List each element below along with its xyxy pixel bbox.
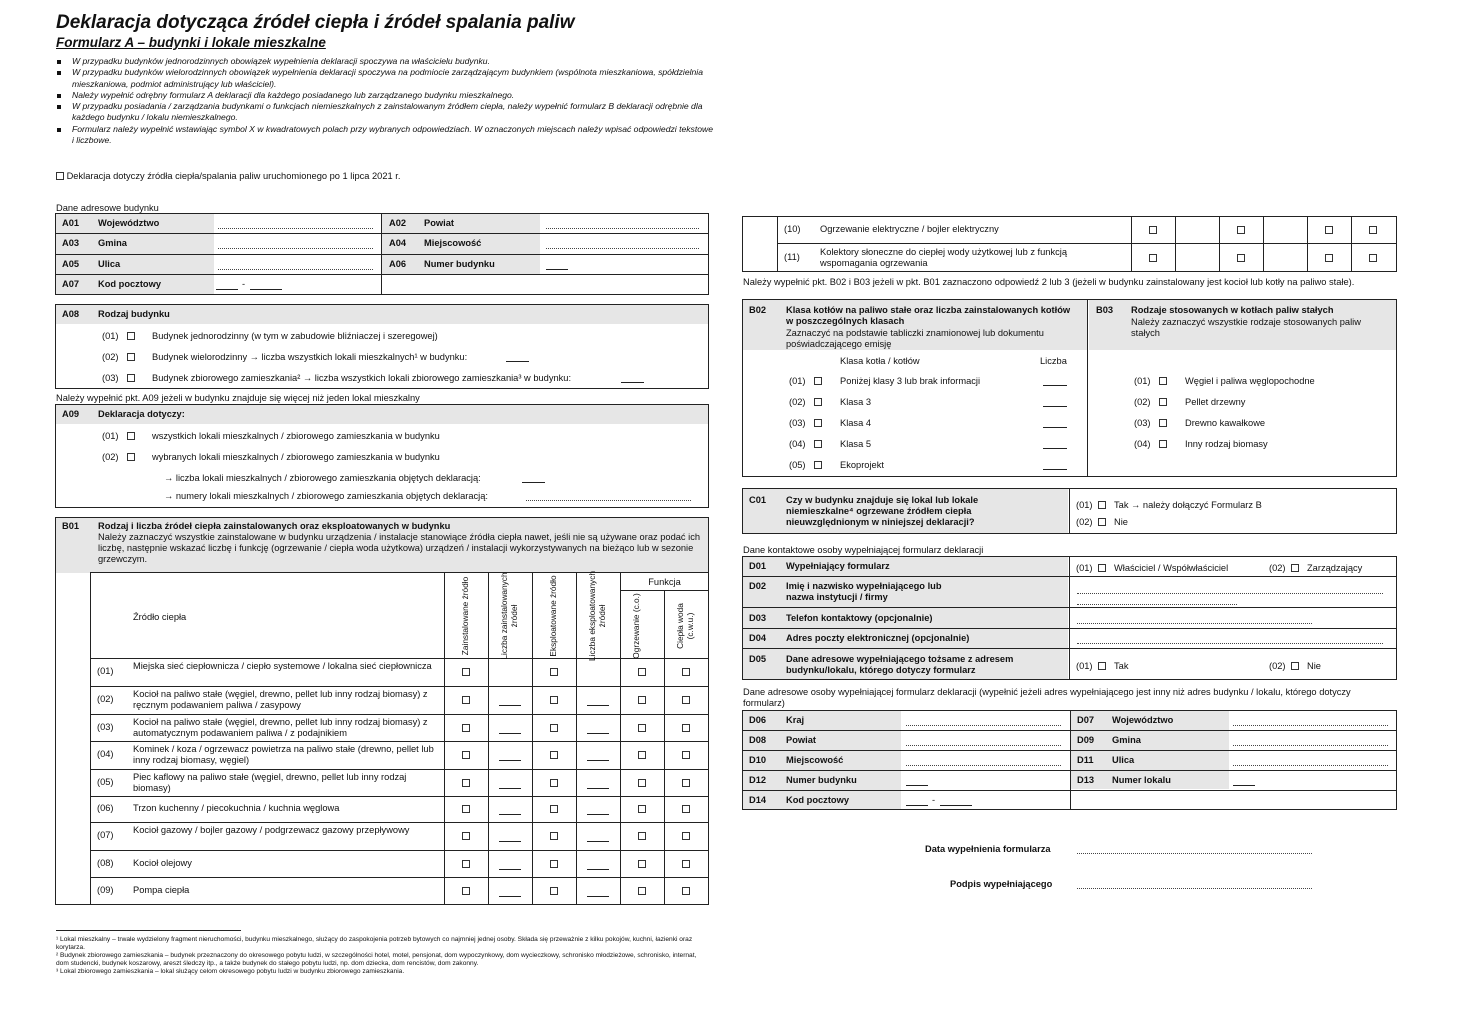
b01-row-checkbox[interactable] [638,860,646,868]
b01-col-operated: Eksploatowane źródło [548,575,558,657]
b01-label: Rodzaj i liczba źródeł ciepła zainstalowanych oraz eksploatowanych w budynku [98,521,451,531]
a02-label: Powiat [424,218,454,228]
b01-col-source: Źródło ciepła [133,612,187,622]
d07-code: D07 [1077,715,1095,725]
d12-label: Numer budynku [786,775,857,785]
b01-row-num: (09) [97,885,114,895]
d09-label: Gmina [1112,735,1141,745]
a05-input[interactable] [218,269,373,270]
c01-label: Czy w budynku znajduje się lokal lub lokale niemieszkalne⁴ ogrzewane źródłem ciepła nieuwzględnionym w niniejszej deklaracji? [786,495,979,527]
d05-yes-checkbox[interactable] [1098,662,1106,670]
d10-code: D10 [749,755,767,765]
b01-row-divider [90,796,709,797]
b01-row-count-input[interactable] [587,896,609,897]
b02-option-count-input[interactable] [1043,469,1067,470]
signature-input[interactable] [1077,888,1312,889]
instruction-item: Należy wypełnić odrębny formularz A deklaracji dla każdego posiadanego lub zarządzanego budynku mieszkalnego. [56,90,716,101]
b02-col-class: Klasa kotła / kotłów [840,356,920,366]
d01-opt2-label: Zarządzający [1307,563,1363,573]
a09-label: Deklaracja dotyczy: [98,409,185,419]
b01-row-checkbox[interactable] [462,832,470,840]
b02-option-checkbox[interactable] [814,461,822,469]
a09-code: A09 [62,409,80,419]
b01-row-checkbox[interactable] [550,832,558,840]
b01-row-source: Kocioł gazowy / bojler gazowy / podgrzewacz gazowy przepływowy [133,825,410,835]
a06-code: A06 [389,259,407,269]
d11-label: Ulica [1112,755,1135,765]
b01-row-count-input[interactable] [587,814,609,815]
d02-label: Imię i nazwisko wypełniającego lub nazwa instytucji / firmy [786,581,942,602]
b01-row-checkbox[interactable] [638,832,646,840]
a04-code: A04 [389,238,407,248]
a03-code: A03 [62,238,80,248]
b02-option-num: (05) [789,460,806,470]
a09-note: Należy wypełnić pkt. A09 jeżeli w budynku znajduje się więcej niż jeden lokal mieszkalny [56,393,420,403]
b01-row-source: Pompa ciepła [133,885,190,895]
a09-opt1-checkbox[interactable] [127,432,135,440]
c01-opt2-num: (02) [1076,517,1093,527]
d01-manager-checkbox[interactable] [1291,564,1299,572]
b03-option-checkbox[interactable] [1159,440,1167,448]
date-input[interactable] [1077,853,1312,854]
d04-label: Adres poczty elektronicznej (opcjonalnie) [786,633,970,643]
b01-row-count-input[interactable] [499,705,521,706]
b01-row-checkbox[interactable] [1237,254,1245,262]
b01-row-count-input[interactable] [587,705,609,706]
instruction-item: W przypadku budynków jednorodzinnych obowiązek wypełnienia deklaracji spoczywa na właścicielu budynku. [56,56,716,67]
b02-option-checkbox[interactable] [814,419,822,427]
d13-code: D13 [1077,775,1095,785]
b01-row-num: (01) [97,666,114,676]
a01-input[interactable] [218,228,373,229]
b01-row-divider [90,686,709,687]
b03-option-checkbox[interactable] [1159,377,1167,385]
b02-label: Klasa kotłów na paliwo stałe oraz liczba zainstalowanych kotłów w poszczególnych klasach [786,305,1071,326]
a02-input[interactable] [546,228,699,229]
a09-opt2-label: wybranych lokali mieszkalnych / zbiorowego zamieszkania w budynku [152,452,440,462]
b02-option-checkbox[interactable] [814,440,822,448]
d06-input[interactable] [906,725,1061,726]
b01-row-count-input[interactable] [499,896,521,897]
d01-opt1-num: (01) [1076,563,1093,573]
b01-row-divider [90,741,709,742]
b02-option-num: (04) [789,439,806,449]
page-subtitle: Formularz A – budynki i lokale mieszkalne [56,35,326,50]
d2-caption: Dane adresowe osoby wypełniającej formularz deklaracji (wypełnić jeżeli adres wypełniającego jest inny niż adres budynku / lokalu, którego dotyczy formularz) [743,687,1351,708]
a08-opt3-checkbox[interactable] [127,374,135,382]
b01-row-checkbox[interactable] [462,805,470,813]
b01-col-installed: Zainstalowane źródło [460,576,470,656]
b03-option-num: (01) [1134,376,1151,386]
b01-row-checkbox[interactable] [550,860,558,868]
a08-opt1-checkbox[interactable] [127,332,135,340]
b01-row-checkbox[interactable] [638,696,646,704]
d03-code: D03 [749,613,767,623]
d02-code: D02 [749,581,767,591]
a06-input[interactable] [546,269,568,270]
b01-row-checkbox[interactable] [638,779,646,787]
b01-row-divider [90,850,709,851]
b02-option-num: (03) [789,418,806,428]
a09-opt1-num: (01) [102,431,119,441]
d12-code: D12 [749,775,767,785]
a09-numbers-input[interactable] [526,500,691,501]
b01-row-count-input[interactable] [499,788,521,789]
b01-row-source: Kocioł na paliwo stałe (węgiel, drewno, pellet lub inny rodzaj biomasy) z automatycznym podawaniem paliwa / z podajnikiem [133,716,428,738]
b02-option-label: Klasa 5 [840,439,872,449]
b01-row-num: (05) [97,776,114,787]
d13-input[interactable] [1233,785,1255,786]
a08-opt3-num: (03) [102,373,119,383]
d01-code: D01 [749,561,767,571]
b01-row-num: (03) [97,721,114,732]
b01-code: B01 [62,521,80,531]
d05-code: D05 [749,654,767,664]
b02-option-label: Klasa 3 [840,397,872,407]
b01-row-source: Kocioł olejowy [133,857,192,868]
b01-row-num: (07) [97,830,114,840]
b01-row-checkbox[interactable] [462,779,470,787]
b01-row-checkbox[interactable] [550,724,558,732]
b02-option-checkbox[interactable] [814,377,822,385]
a07-label: Kod pocztowy [98,279,162,289]
footnotes [56,936,706,976]
c01-opt1-num: (01) [1076,500,1093,510]
footnote-3: ³ Lokal zbiorowego zamieszkania – lokal służący celom okresowego pobytu ludzi w budynku zbiorowego zamieszkania. [56,967,405,975]
b02-option-num: (01) [789,376,806,386]
b01-row-checkbox[interactable] [682,696,690,704]
d01-owner-checkbox[interactable] [1098,564,1106,572]
b02-option-count-input[interactable] [1043,427,1067,428]
b01-row-count-input[interactable] [499,733,521,734]
b01-row-checkbox[interactable] [462,668,470,676]
b02-option-label: Poniżej klasy 3 lub brak informacji [840,376,981,386]
b01-row-checkbox[interactable] [1325,254,1333,262]
a05-label: Ulica [98,259,121,269]
a03-input[interactable] [218,248,373,249]
a05-code: A05 [62,259,80,269]
b03-option-checkbox[interactable] [1159,398,1167,406]
b01-row-count-input[interactable] [499,814,521,815]
b02-option-count-input[interactable] [1043,385,1067,386]
b03-option-label: Pellet drzewny [1185,397,1246,407]
a04-label: Miejscowość [424,238,482,248]
b01-row-checkbox[interactable] [682,805,690,813]
d01-opt2-num: (02) [1269,563,1286,573]
b01-description: Należy zaznaczyć wszystkie zainstalowane w budynku urządzenia / instalacje stanowiące źródła ciepła nawet, jeśli nie są używane oraz podać ich liczbę, następnie wskazać liczbę i funkcję (ogrzewanie / ciepła woda użytkowa) urządzeń / instalacji wykorzystywanych na bieżąco lub w sezonie grzewczym. [98,532,701,564]
b01-row-checkbox[interactable] [462,724,470,732]
postal-dash: - [242,279,246,289]
b01-row-num: (02) [97,694,114,704]
b01-col-count-installed: Liczba zainstalowanych źródeł [499,572,519,660]
b01-row-divider [90,877,709,878]
b01-row-checkbox[interactable] [638,724,646,732]
b01-row-checkbox[interactable] [550,668,558,676]
d05-opt2-label: Nie [1307,661,1321,671]
signature-label: Podpis wypełniającego [950,879,1053,889]
a08-opt1-num: (01) [102,331,119,341]
d11-code: D11 [1077,755,1094,765]
date-label: Data wypełnienia formularza [925,844,1051,854]
d06-code: D06 [749,715,767,725]
d14-input-suffix[interactable] [940,805,972,806]
d-caption: Dane kontaktowe osoby wypełniającej formularz deklaracji [743,545,984,555]
b01-row-checkbox[interactable] [550,805,558,813]
b01-row-checkbox[interactable] [682,751,690,759]
a06-label: Numer budynku [424,259,495,269]
d08-label: Powiat [786,735,816,745]
b01-row-source: Trzon kuchenny / piecokuchnia / kuchnia węglowa [133,803,340,813]
b02-description: Zaznaczyć na podstawie tabliczki znamionowej lub dokumentu poświadczającego emisję [786,328,1044,349]
a08-opt2-num: (02) [102,352,119,362]
d05-opt1-label: Tak [1114,661,1129,671]
a08-opt3-label: Budynek zbiorowego zamieszkania² → liczba wszystkich lokali zbiorowego zamieszkania³ w budynku: [152,373,572,383]
d10-input[interactable] [906,765,1061,766]
after-july-option [56,171,400,181]
b01-col-heating: Ogrzewanie (c.o.) [631,593,641,659]
b03-option-num: (04) [1134,439,1151,449]
a09-count-input[interactable] [522,482,545,483]
b01-row-count-input[interactable] [499,760,521,761]
b01-row-checkbox[interactable] [682,887,690,895]
b01-row-checkbox[interactable] [462,887,470,895]
b01-row-checkbox[interactable] [1149,226,1157,234]
a09-opt2-num: (02) [102,452,119,462]
b03-option-label: Węgiel i paliwa węglopochodne [1185,376,1315,386]
d06-label: Kraj [786,715,805,725]
b01-row-count-input[interactable] [499,841,521,842]
footnote-1: ¹ Lokal mieszkalny – trwale wydzielony fragment nieruchomości, budynku mieszkalnego, służący do zaspokojenia potrzeb bytowych co najmniej jednej osoby. Składa się przeważnie z kilku pokojów, kuchni, łazienki oraz korytarza. [56,936,693,951]
b01-row-checkbox[interactable] [1237,226,1245,234]
c01-opt2-label: Nie [1114,517,1128,527]
d14-input-prefix[interactable] [906,805,928,806]
d08-input[interactable] [906,745,1061,746]
b01-row-checkbox[interactable] [638,805,646,813]
b01-row-checkbox[interactable] [1325,226,1333,234]
c01-yes-checkbox[interactable] [1098,501,1106,509]
a08-label: Rodzaj budynku [98,309,170,319]
a08-opt1-label: Budynek jednorodzinny (w tym w zabudowie bliźniaczej i szeregowej) [152,331,438,341]
a08-opt3-count-input[interactable] [621,382,644,383]
d09-code: D09 [1077,735,1095,745]
b02-option-label: Ekoprojekt [840,460,884,470]
b01-row-checkbox[interactable] [550,696,558,704]
instructions-list [56,56,716,146]
b02-option-checkbox[interactable] [814,398,822,406]
d05-no-checkbox[interactable] [1291,662,1299,670]
a08-opt2-count-input[interactable] [506,361,529,362]
b01-row-checkbox[interactable] [682,779,690,787]
b01-row-checkbox[interactable] [462,696,470,704]
b01-col-function: Funkcja [648,577,681,587]
page-title: Deklaracja dotycząca źródeł ciepła i źródeł spalania paliw [56,12,575,33]
b01-row-checkbox[interactable] [550,887,558,895]
d01-opt1-label: Właściciel / Współwłaściciel [1114,563,1229,573]
b03-option-num: (03) [1134,418,1151,428]
d02-input-line2[interactable] [1077,604,1237,605]
a08-opt2-checkbox[interactable] [127,353,135,361]
b02-option-label: Klasa 4 [840,418,872,428]
section-a-caption: Dane adresowe budynku [56,203,159,213]
d07-input[interactable] [1233,725,1388,726]
b01-row-count-input[interactable] [587,760,609,761]
b01-row-checkbox[interactable] [638,751,646,759]
b01-row-num: (06) [97,803,114,813]
after-july-checkbox[interactable] [56,172,64,180]
b01-col-count-operated: Liczba eksploatowanych źródeł [587,571,607,661]
d02-input-line1[interactable] [1077,593,1383,594]
d04-code: D04 [749,633,767,643]
b01-row-count-input[interactable] [499,869,521,870]
footnote-2: ² Budynek zbiorowego zamieszkania – budynek przeznaczony do okresowego pobytu ludzi, w szczególności hotel, motel, pensjonat, dom wypoczynkowy, dom wycieczkowy, schronisko młodzieżowe, schronisko, internat, dom studencki, budynek koszarowy, areszt śledczy itp., a także budynek do stałego pobytu ludzi, np. dom dziecka, dom rencistów, dom zakonny. [56,951,697,967]
b01-row-divider [90,714,709,715]
b03-description: Należy zaznaczyć wszystkie rodzaje stosowanych paliw stałych [1131,317,1361,338]
b01-row-count-input[interactable] [587,869,609,870]
b01-row-checkbox[interactable] [682,860,690,868]
b02-option-count-input[interactable] [1043,406,1067,407]
a07-input-suffix[interactable] [250,289,282,290]
b01-row-checkbox[interactable] [550,779,558,787]
b01-row-count-input[interactable] [587,841,609,842]
instruction-item: W przypadku budynków wielorodzinnych obowiązek wypełnienia deklaracji spoczywa na podmiocie zarządzającym budynkiem (wspólnota mieszkaniowa, spółdzielnia mieszkaniowa, podmiot administrujący lub właściciel). [56,67,716,90]
b03-label: Rodzaje stosowanych w kotłach paliw stałych [1131,305,1334,315]
b03-option-label: Inny rodzaj biomasy [1185,439,1268,449]
b02-b03-note: Należy wypełnić pkt. B02 i B03 jeżeli w pkt. B01 zaznaczono odpowiedź 2 lub 3 (jeżeli w budynku zainstalowany jest kocioł lub kotły na paliwo stałe). [743,277,1355,287]
b01-row-checkbox[interactable] [1369,226,1377,234]
b01-row-source: Kominek / koza / ogrzewacz powietrza na paliwo stałe (drewno, pellet lub inny rodzaj biomasy, węgiel) [133,744,434,765]
b01-row-num: (08) [97,857,114,868]
a08-code: A08 [62,309,80,319]
d12-input[interactable] [906,785,928,786]
b01-row-divider [90,769,709,770]
a01-label: Województwo [98,218,160,228]
b01-row-checkbox[interactable] [682,668,690,676]
b02-col-count: Liczba [1040,356,1067,366]
b01-row-checkbox[interactable] [682,724,690,732]
a04-input[interactable] [546,248,699,249]
a09-opt2-checkbox[interactable] [127,453,135,461]
b01-row-source: Kolektory słoneczne do ciepłej wody użytkowej lub z funkcją wspomagania ogrzewania [820,246,1068,268]
d08-code: D08 [749,735,767,745]
b01-row-source: Ogrzewanie elektryczne / bojler elektryczny [820,223,999,234]
b03-option-num: (02) [1134,397,1151,407]
b01-row-checkbox[interactable] [682,832,690,840]
d07-label: Województwo [1112,715,1174,725]
d14-dash: - [932,795,936,805]
b01-section [55,517,709,905]
d10-label: Miejscowość [786,755,844,765]
instruction-item: Formularz należy wypełnić wstawiając symbol X w kwadratowych polach przy wybranych odpowiedziach. W oznaczonych miejscach należy wpisać odpowiedzi tekstowe i liczbowe. [56,124,716,147]
b01-row-source: Kocioł na paliwo stałe (węgiel, drewno, pellet lub inny rodzaj biomasy) z ręcznym podawaniem paliwa / zasypowy [133,689,428,710]
a09-numbers-label: → numery lokali mieszkalnych / zbiorowego zamieszkania objętych deklaracją: [164,491,488,501]
a09-opt1-label: wszystkich lokali mieszkalnych / zbiorowego zamieszkania w budynku [152,431,440,441]
instruction-item: W przypadku posiadania / zarządzania budynkami o funkcjach niemieszkalnych z zainstalowanym źródłem ciepła, należy wypełnić formularz B deklaracji odrębnie dla każdego budynku / lokalu niemieszkalnego. [56,101,716,124]
b01-row-checkbox[interactable] [1149,254,1157,262]
d01-label: Wypełniający formularz [786,561,890,571]
a02-code: A02 [389,218,407,228]
a07-code: A07 [62,279,80,289]
d05-label: Dane adresowe wypełniającego tożsame z adresem budynku/lokalu, którego dotyczy formularz [786,654,1014,675]
b01-row-checkbox[interactable] [638,668,646,676]
b01-row-checkbox[interactable] [1369,254,1377,262]
b01-col-water: Ciepła woda (c.w.u.) [675,603,695,649]
b01-row-count-input[interactable] [587,733,609,734]
b01-row-source: Piec kaflowy na paliwo stałe (węgiel, drewno, pellet lub inny rodzaj biomasy) [133,771,407,793]
d03-phone-input[interactable] [1077,623,1312,624]
b01-row-checkbox[interactable] [638,887,646,895]
a07-input-prefix[interactable] [216,289,238,290]
d05-opt1-num: (01) [1076,661,1093,671]
d14-code: D14 [749,795,767,805]
b01-row-checkbox[interactable] [462,751,470,759]
b02-option-count-input[interactable] [1043,448,1067,449]
b02-code: B02 [749,305,767,315]
b03-code: B03 [1096,305,1114,315]
c01-no-checkbox[interactable] [1098,518,1106,526]
d04-email-input[interactable] [1077,643,1383,644]
b01-row-num: (10) [784,223,801,234]
c01-opt1-label: Tak → należy dołączyć Formularz B [1114,500,1262,510]
b03-option-label: Drewno kawałkowe [1185,418,1266,428]
d14-label: Kod pocztowy [786,795,850,805]
b01-row-divider [90,822,709,823]
b01-row-num: (04) [97,749,114,759]
d09-input[interactable] [1233,745,1388,746]
b01-row-count-input[interactable] [587,788,609,789]
c01-code: C01 [749,495,767,505]
d05-opt2-num: (02) [1269,661,1286,671]
d11-input[interactable] [1233,765,1388,766]
b01-row-num: (11) [784,251,800,262]
after-july-label: Deklaracja dotyczy źródła ciepła/spalania paliw uruchomionego po 1 lipca 2021 r. [66,171,401,181]
d13-label: Numer lokalu [1112,775,1171,785]
a01-code: A01 [62,218,80,228]
a08-opt2-label: Budynek wielorodzinny → liczba wszystkich lokali mieszkalnych¹ w budynku: [152,352,468,362]
b03-option-checkbox[interactable] [1159,419,1167,427]
a03-label: Gmina [98,238,127,248]
d03-label: Telefon kontaktowy (opcjonalnie) [786,613,933,623]
b02-option-num: (02) [789,397,806,407]
a09-count-label: → liczba lokali mieszkalnych / zbiorowego zamieszkania objętych deklaracją: [164,473,481,483]
b01-row-checkbox[interactable] [462,860,470,868]
b01-row-checkbox[interactable] [550,751,558,759]
b01-row-source: Miejska sieć ciepłownicza / ciepło systemowe / lokalna sieć ciepłownicza [133,661,432,671]
